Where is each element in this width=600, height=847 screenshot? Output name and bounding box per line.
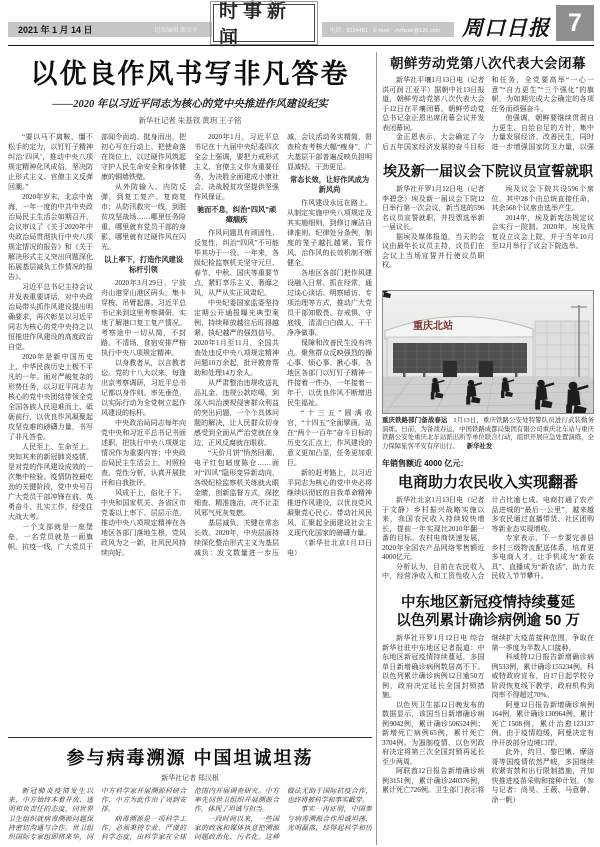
photo-caption — [382, 417, 594, 451]
page-number: 7 — [568, 8, 582, 37]
paragraph: 埃及议会下院共设596个席位，其中28个由总统直接任命，其余568个议席由选举产生。 — [491, 185, 594, 212]
paragraph: 以身教者从，以言教者讼。党的十八大以来，每逢出京考察调研，习近平总书记都以身作则、率先垂范，以实际行动为全党树立起作风建设的标杆。 — [101, 359, 186, 417]
paragraph: 新华社平壤1月13日电（记者洪可润 江亚平）据朝中社13日报道，朝鲜劳动党第八次代表大会于12日在平壤闭幕。朝鲜劳动党总书记金正恩出席闭幕会议并发表闭幕词。 — [382, 76, 485, 132]
paragraph: 中央政治局同志每年向党中央和习近平总书记书面述职，把执行中央八项规定情况作为重要内容；中央政治局民主生活会上，对照检查、党性分析，认真开展批评和自我批评。 — [101, 419, 186, 487]
paragraph: 新的赶考路上，以习近平同志为核心的党中央必将继续以彻底的自我革命精神推进作风建设，以优良党风凝聚党心民心、带动社风民风，汇聚起全面建设社会主义现代化国家的磅礴力量。 — [287, 469, 372, 537]
paragraph: 各地区各部门把作风建设融入日常、抓在经常，通过谈心谈话、明察暗访、专项治理等方式，推动广大党员干部知敬畏、存戒惧、守底线，清清白白做人、干干净净做事。 — [287, 269, 372, 337]
paragraph: 新华社开罗1月12日电（记者李碧念）埃及新一届议会下院12日举行第一次会议，新当选的596名议员宣誓就职，并投票选举新一届议长。 — [382, 185, 485, 231]
korea-article-title: 朝鲜劳动党第八次代表大会闭幕 — [390, 56, 586, 71]
ecommerce-article-body — [382, 496, 594, 586]
mideast-title-line2: 以色列累计确诊病例逾 50 万 — [396, 613, 580, 630]
paragraph: 病毒溯源是一项科学工作，必须秉持专业、严谨的科学态度，由科学家在全球范围内开展调查研究。中方率先同世卫组织开展溯源合作，体现了坦诚与担当。 — [101, 788, 279, 842]
section-title: 时事新闻 — [219, 1, 292, 49]
paragraph: 阿联酋12日报告新增确诊病例3151例，累计确诊240376例，累计死亡726例。卫生部门表示将继续扩大疫苗接种范围，争取在第一季度为半数人口接种。 — [382, 634, 594, 795]
paragraph: 2020年是新中国历史上、中华民族历史上极不平凡的一年。面对严峻复杂的形势任务，以习近平同志为核心的党中央团结带领全党全国各族人民迎难而上、砥砺前行，以优良作风凝聚起攻坚克难的磅礴力量，书写了非凡答卷。 — [8, 353, 93, 441]
page-number-box — [556, 5, 594, 41]
paragraph: 新冠肺炎疫情发生以来，中方始终本着开放、透明和负责任的态度，同世界卫生组织就病毒溯源问题保持密切沟通与合作。世卫组织国际专家组即将来华，同中方科学家开展溯源科研合作，中方为此作出了周到安排。 — [8, 788, 186, 842]
paragraph: 作风问题具有顽固性、反复性，纠治“四风”不可能毕其功于一役。一年来，各级纪检监察机关坚守元旦、春节、中秋、国庆等重要节点，紧盯享乐主义、奢靡之风，从严从实正风肃纪。 — [194, 229, 279, 297]
paragraph: 一段时间以来，一些国家的政客和媒体执意把溯源问题政治化、污名化。这种做法无助于国际抗疫合作，也终将被科学和事实戳穿。 — [194, 788, 372, 842]
paragraph: 2014年，埃及新宪法规定议会实行一院制。2020年，埃及恢复设立议会上院，并于当年10月至12月举行了议会下院选举。 — [491, 213, 594, 250]
photo-credit: 新华社发 — [466, 442, 493, 450]
paragraph: 此外，约旦、黎巴嫩、摩洛哥等国疫情依然严峻，多国继续收紧宵禁和出行限制措施，并加快推进疫苗采购和接种计划。（参与记者：尚昊、王薇、马意翀、涂一帆） — [491, 748, 594, 804]
paragraph: （新华社北京1月13日电） — [287, 539, 372, 557]
masthead: 周口日报 — [462, 16, 550, 40]
header-left-bar — [8, 22, 212, 37]
column-divider — [376, 52, 377, 845]
ecommerce-article-title: 电商助力农民收入实现翻番 — [397, 474, 578, 492]
paragraph: 据埃及媒体报道，当天的会议由最年长议员主持，议员们在会议上当场宣誓并行使议员职权。 — [382, 232, 485, 269]
paragraph: “天价月饼”悄然回潮、电子红包暗度陈仓……面对“四风”隐形变异新动向，各级纪检监察机关练就火眼金睛，创新监督方式，深挖细查、精准施治，决不让歪风邪气死灰复燃。 — [194, 449, 279, 517]
paragraph: 专家表示，下一步要完善县乡村三级物流配送体系，培育更多电商人才，让手机成为“新农具”、直播成为“新农活”，助力农民收入节节攀升。 — [491, 534, 594, 581]
bottom-article-title: 参与病毒溯源 中国坦诚坦荡 — [66, 748, 314, 768]
egypt-article-title: 埃及新一届议会下院议员宣誓就职 — [383, 163, 593, 179]
header-right-bar — [322, 22, 454, 37]
bottom-article — [8, 744, 372, 843]
section-subhead: 以上率下，打造作风建设标杆引领 — [103, 255, 184, 274]
news-photo — [382, 290, 594, 414]
section-subhead: 常态长效，让好作风成为新风尚 — [289, 175, 370, 194]
mideast-article-body — [382, 634, 594, 834]
section-subhead: 驰而不息，纠治“四风”顽瘴痼疾 — [196, 205, 277, 224]
contact-info: 电话：8224481 E-mail：zkrbxsb@126.com — [330, 27, 441, 34]
mideast-article-title — [382, 594, 594, 630]
paragraph: 基层减负，关键在常态长效。2020年，中央层面持续深化整治形式主义为基层减负：发文数量进一步压减，会议活动务实精简，督查检查考核大幅“瘦身”，广大基层干部普遍反映负担明显减轻、干劲更足。 — [194, 133, 372, 557]
right-rail — [382, 52, 594, 847]
paragraph: 中央纪委国家监委坚持定期公开通报曝光典型案例，持续释放越往后盯得越紧、执纪越严的强烈信号。2020年1月至11月，全国共查处违反中央八项规定精神问题10万余起，批评教育帮助和处理14万余人。 — [194, 299, 279, 377]
paragraph: 以色列卫生部12日晚发布的数据显示，该国当日新增确诊病例9042例，累计确诊506524例；新增死亡病例65例，累计死亡3704例。为遏制疫情，以色列政府决定将第三次全国封锁再延长至少两周。 — [382, 700, 485, 766]
paragraph: 2020年3月29日，宁波舟山港穿山港区码头，集卡穿梭、吊臂起落。习近平总书记来到这里考察调研，实地了解港口复工复产情况。考察途中一切从简，不封路、不清场，食宿安排严格执行中央八项规定精神。 — [101, 279, 186, 357]
mideast-title-line1: 中东地区新冠疫情持续蔓延 — [401, 595, 575, 612]
paragraph: 分析认为，目前在农民收入中，经营净收入和工资性收入合计占比逾七成。电商打通了农产品进城的“最后一公里”，越来越多农民通过直播带货、社区团购等新业态实现增收。 — [382, 496, 594, 581]
main-article-subtitle: ——2020 年以习近平同志为核心的党中央推进作风建设纪实 — [52, 99, 328, 110]
paragraph: 事实一再证明，中国参与病毒溯源合作坦诚坦荡、光明磊落，经得起科学和历 — [287, 806, 372, 832]
korea-article-body — [382, 76, 594, 152]
paragraph: 从外防输入、内防反弹，到复工复产、复商复市；从防汛救灾一线，到脱贫攻坚战场……哪里任务险重，哪里就有党员干部的身影，哪里就有过硬作风在闪光。 — [101, 183, 186, 251]
section-name-box — [213, 1, 315, 49]
bottom-article-body — [8, 787, 372, 843]
main-article — [8, 52, 372, 843]
paragraph: 作风建设永远在路上。从制定实施中央八项规定及其实施细则，到修订廉洁自律准则、纪律处分条例，制度的笼子越扎越紧，管作风、治作风的长效机制不断健全。 — [287, 199, 372, 267]
photo-caption-text: 1月13日，重庆铁路公安处特警队员进行武装勤务演练。日前，为备战春运，中国铁路成都局集团有限公司重庆北车站与重庆铁路公安处重庆北车站派出所等单位联合行动，组织开展应急处置演练，全力保障旅客平安有序出行。 — [382, 417, 594, 450]
editor-credit: 组版编辑 邵文平 — [154, 28, 198, 34]
egypt-article-body — [382, 185, 594, 285]
swat-drill-photo-illustration — [383, 291, 593, 413]
paragraph: 科威特12日报告新增确诊病例533例，累计确诊155234例。科威特政府宣布，自17日起学校分阶段恢复线下教学，政府机构到岗率不得超过70%。 — [491, 653, 594, 700]
header-rule — [8, 45, 594, 46]
paragraph: 人民至上、生命至上。突如其来的新冠肺炎疫情，是对党的作风建设成效的一次集中检验。疫情防控最吃劲的关键阶段，党中央号召广大党员干部冲锋在前、英勇奋斗、扎实工作，经受住大战大考。 — [8, 443, 93, 521]
paragraph: 2020年岁末，北京中南海，一年一度的中共中央政治局民主生活会如期召开，会议审议了《关于2020年中央政治局贯彻执行中央八项规定情况的报告》和《关于解决形式主义突出问题深化拓展基层减负工作情况的报告》。 — [8, 193, 93, 281]
page-header — [0, 0, 600, 47]
main-article-body — [8, 132, 372, 732]
paragraph: “要以马不离鞍、缰不松手的定力，以钉钉子精神纠治‘四风’，推动中央八项规定精神化风成俗，坚决防止形式主义、官僚主义反弹回潮。” — [8, 133, 93, 191]
paragraph: 保障和改善民生没有终点。聚焦群众反映强烈的操心事、烦心事、揪心事，各地区各部门以钉钉子精神一件接着一件办，一年接着一年干，以优良作风不断增进民生福祉。 — [287, 339, 372, 407]
paragraph: 新华社开罗1月12日电 综合新华社驻中东地区记者报道：中东地区新冠疫情持续蔓延，多国单日新增确诊病例数居高不下。以色列累计确诊病例12日逾50万例，政府决定延长全国封锁措施。 — [382, 634, 485, 700]
station-sign-text: 重庆北站 — [413, 321, 453, 332]
paragraph: 他强调，朝鲜要继续贯彻自力更生、自给自足的方针，集中力量发展经济、改善民生，同时进一步增强国家防卫力量，以强 — [491, 114, 594, 151]
paragraph: 从严肃整治违规收送礼品礼金、违规公款吃喝，到深入纠治漠视侵害群众利益的突出问题，一个个具体问题的解决，让人民群众切身感受到全面从严治党就在身边、正风反腐就在眼前。 — [194, 379, 279, 447]
ecommerce-kicker: 年销售额近 4000 亿元： — [382, 459, 469, 469]
main-article-byline: 新华社记者 朱基钗 黄玥 王子铭 — [138, 116, 242, 125]
paragraph: 2020年1月，习近平总书记在十九届中央纪委四次全会上强调，要把力戒形式主义、官僚主义作为重要任务，为决胜全面建成小康社会、决战脱贫攻坚提供坚强作风保证。 — [194, 133, 279, 201]
paragraph: “十三五”圆满收官，“十四五”全面擘画。站在“两个一百年”奋斗目标的历史交汇点上，作风建设的意义更加凸显，任务更加艰巨。 — [287, 409, 372, 467]
article-separator-rule — [8, 737, 372, 738]
photo-caption-title: 重庆铁路部门备战春运 — [382, 417, 448, 424]
paragraph: 习近平总书记主持会议并发表重要讲话，对中央政治局带头抓作风建设提出明确要求，再次彰显以习近平同志为核心的党中央持之以恒推进作风建设的高度政治自觉。 — [8, 283, 93, 351]
paragraph: 一个支部就是一座堡垒，一名党员就是一面旗帜。抗疫一线，广大党员干部闻令而动、挺身而出，把初心写在行动上、把使命落在岗位上，以过硬作风筑起守护人民生命安全和身体健康的铜墙铁壁。 — [8, 133, 186, 551]
main-article-title: 以优良作风书写非凡答卷 — [30, 59, 350, 89]
paragraph: 阿曼12日报告新增确诊病例164例，累计确诊130964例，累计死亡1508例，累计治愈123137例。由于疫情趋缓，阿曼决定有序开放部分边境口岸。 — [491, 700, 594, 747]
publication-date: 2021 年 1 月 14 日 — [18, 25, 93, 35]
paragraph: 新华社北京1月13日电（记者于文静）乡村振兴战略实施以来，我国农民收入持续较快增长，提前一年实现比2010年翻一番的目标。农村电商快速发展，2020年全国农产品网络零售额近4000亿元。 — [382, 496, 485, 562]
paragraph: 风成于上，俗化于下。中央和国家机关、各省区市党委以上率下、层层示范，推动中央八项规定精神在各地区各部门落地生根，党风政风为之一新，社风民风持续向好。 — [101, 489, 186, 557]
paragraph: 金正恩表示，大会确定了今后五年国家经济发展的奋斗目标和任务，全党要高举“一心一意”“自力更生”“三个强化”的旗帜，为如期完成大会确定的各项任务而顽强奋斗。 — [382, 76, 594, 151]
bottom-article-byline: 新华社记者 郑汉根 — [161, 774, 219, 782]
